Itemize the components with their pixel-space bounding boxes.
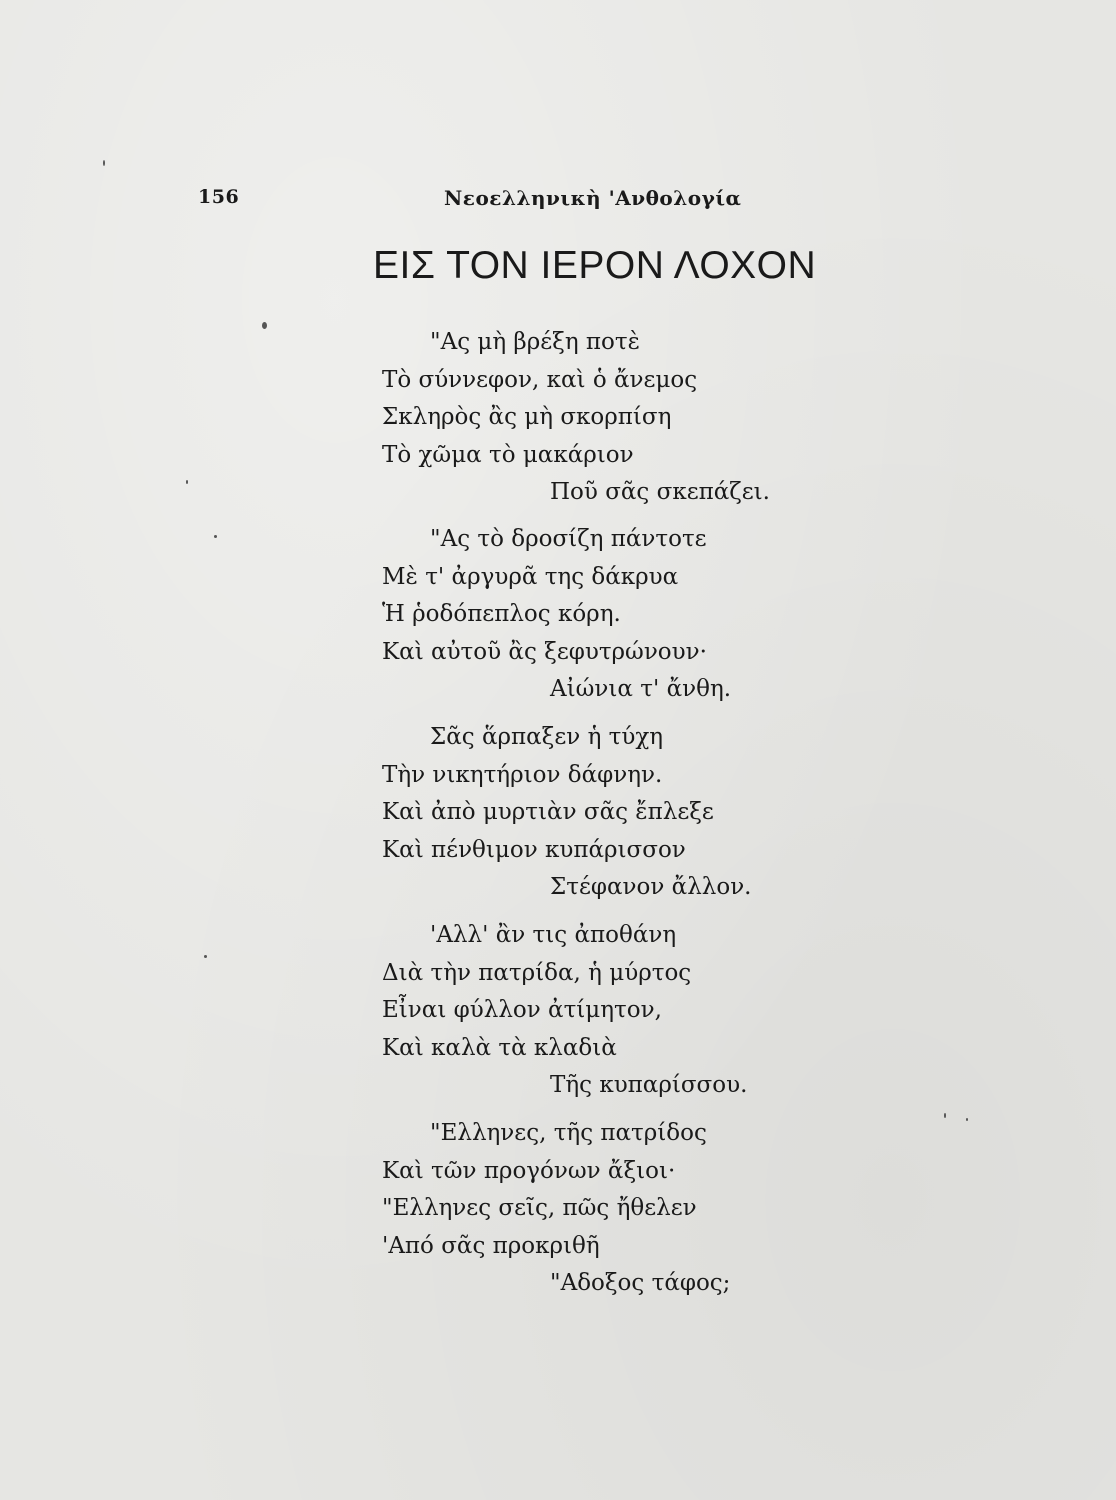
poem-line: Καὶ πένθιμον κυπάρισσον xyxy=(382,836,686,863)
paper-speck xyxy=(214,535,217,538)
paper-speck xyxy=(204,955,207,958)
running-head-title: Νεοελληνικὴ 'Ανθολογία xyxy=(444,186,742,210)
poem-line: Στέφανον ἄλλον. xyxy=(550,874,752,900)
poem-line: Τὸ σύννεφον, καὶ ὁ ἄνεμος xyxy=(382,366,698,393)
paper-speck xyxy=(966,1118,968,1121)
poem-line: 'Αλλ' ἂν τις ἀποθάνη xyxy=(430,922,677,948)
stanza-5 xyxy=(382,1115,842,1303)
poem-line: Σκληρὸς ἂς μὴ σκορπίση xyxy=(382,404,672,430)
paper-speck xyxy=(186,480,188,484)
poem-line: Καὶ ἀπὸ μυρτιὰν σᾶς ἔπλεξε xyxy=(382,799,714,825)
stanza-2 xyxy=(382,521,842,709)
poem-line: Σᾶς ἅρπαξεν ἡ τύχη xyxy=(430,724,664,750)
paper-speck xyxy=(262,322,267,329)
poem-line: Τὸ χῶμα τὸ μακάριον xyxy=(382,441,634,468)
poem-line: Ἡ ῥοδόπεπλος κόρη. xyxy=(382,601,621,627)
poem-line: Καὶ καλὰ τὰ κλαδιὰ xyxy=(382,1034,617,1061)
page-number: 156 xyxy=(198,186,240,208)
poem-line: "Ας τὸ δροσίζη πάντοτε xyxy=(430,526,707,552)
poem-line: Μὲ τ' ἀργυρᾶ της δάκρυα xyxy=(382,563,679,590)
poem-line: Καὶ αὐτοῦ ἂς ξεφυτρώνουν· xyxy=(382,638,707,665)
poem-line: Καὶ τῶν προγόνων ἄξιοι· xyxy=(382,1157,676,1184)
poem-line: Ποῦ σᾶς σκεπάζει. xyxy=(550,479,770,505)
stanza-1 xyxy=(382,324,842,512)
poem-line: "Ας μὴ βρέξη ποτὲ xyxy=(430,329,640,355)
poem-line: Τὴν νικητήριον δάφνην. xyxy=(382,761,663,788)
poem-line: Εἶναι φύλλον ἀτίμητον, xyxy=(382,997,662,1023)
poem-line: "Αδοξος τάφος; xyxy=(550,1270,731,1296)
poem-line: "Ελληνες, τῆς πατρίδος xyxy=(430,1120,707,1146)
poem-line: Τῆς κυπαρίσσου. xyxy=(550,1072,748,1098)
poem-line: Διὰ τὴν πατρίδα, ἡ μύρτος xyxy=(382,959,692,986)
poem-line: "Ελληνες σεῖς, πῶς ἤθελεν xyxy=(382,1195,697,1221)
paper-speck xyxy=(103,160,105,166)
poem-line: Αἰώνια τ' ἄνθη. xyxy=(550,676,732,702)
paper-speck xyxy=(944,1113,946,1118)
poem-line: 'Από σᾶς προκριθῆ xyxy=(382,1232,600,1259)
poem-title: ΕΙΣ ΤΟΝ ΙΕΡΟΝ ΛΟΧΟΝ xyxy=(373,244,817,287)
stanza-4 xyxy=(382,917,842,1105)
stanza-3 xyxy=(382,719,842,907)
